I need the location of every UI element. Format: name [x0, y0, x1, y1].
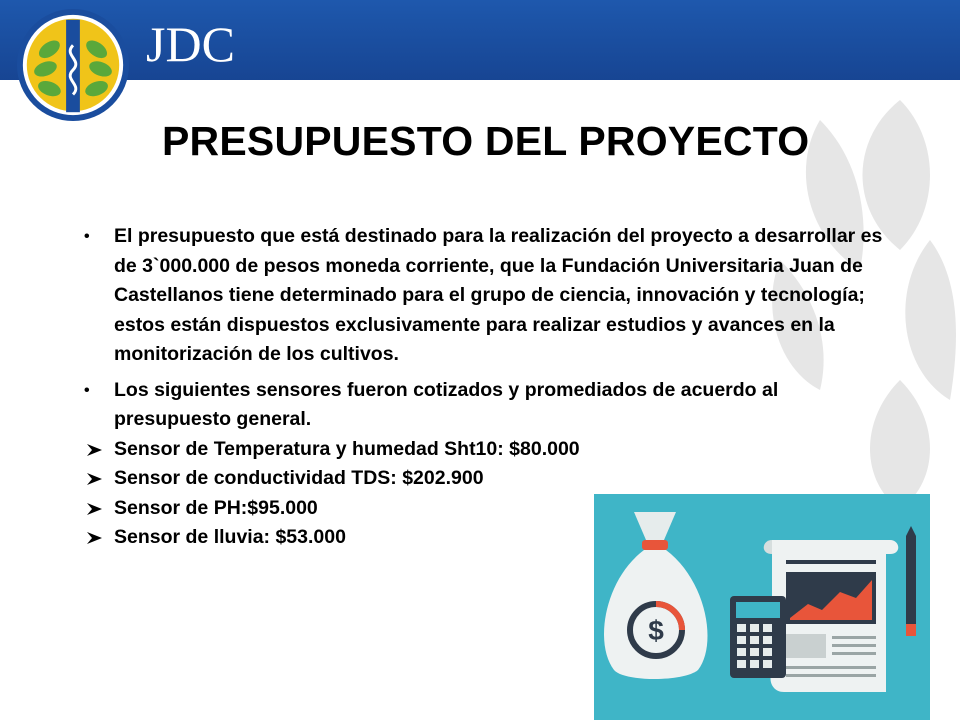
pen-icon — [906, 526, 916, 636]
svg-text:$: $ — [648, 615, 664, 646]
sensor-text: Sensor de lluvia: $53.000 — [114, 526, 346, 548]
jdc-wordmark — [146, 13, 246, 71]
arrow-bullet-icon — [86, 472, 103, 486]
list-item — [84, 435, 884, 465]
svg-text:JDC: JDC — [146, 16, 235, 71]
university-logo-icon — [14, 6, 132, 124]
list-item — [84, 222, 884, 370]
arrow-bullet-icon — [86, 531, 103, 545]
sensor-text: Sensor de PH:$95.000 — [114, 496, 318, 519]
paragraph-text: El presupuesto que está destinado para la realización del proyecto a desarrollar es de 3`000.000 de pesos moneda corriente, que la Fundación Universitaria Juan de Castellanos tiene determinado para el grupo de ciencia, innovación y tecnología; estos están dispuestos exclusivamente para realizar estudios y avances en la monitorización de los cultivos. — [114, 225, 883, 365]
budget-illustration — [594, 494, 930, 720]
sensor-text: Sensor de conductividad TDS: $202.900 — [114, 467, 484, 489]
header-band — [0, 0, 960, 80]
arrow-bullet-icon — [86, 443, 103, 457]
dot-bullet: • — [84, 228, 90, 245]
calculator-icon — [730, 596, 786, 678]
sensor-text: Sensor de Temperatura y humedad Sht10: $80.000 — [114, 437, 580, 460]
list-item — [84, 376, 884, 435]
page-title: PRESUPUESTO DEL PROYECTO — [162, 118, 810, 164]
list-item — [84, 464, 884, 494]
dot-bullet: • — [84, 381, 90, 399]
paragraph-text: Los siguientes sensores fueron cotizados y promediados de acuerdo al presupuesto general. — [114, 378, 779, 430]
arrow-bullet-icon — [86, 502, 103, 516]
